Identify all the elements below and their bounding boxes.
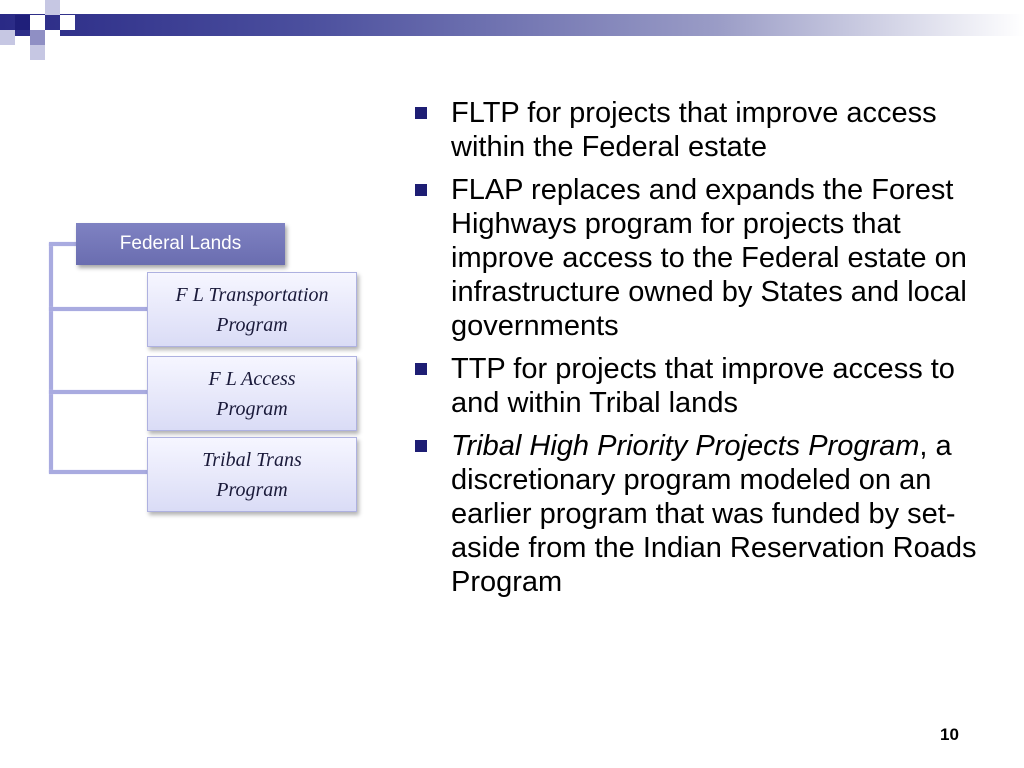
- tree-connector: [49, 470, 148, 474]
- org-child-fl-transportation: [147, 272, 357, 347]
- decor-square: [60, 15, 75, 30]
- bullet-item-fltp: FLTP for projects that improve access within the Federal estate: [410, 96, 980, 164]
- org-child-fl-access: [147, 356, 357, 431]
- tree-connector: [49, 242, 77, 246]
- org-root-label: Federal Lands: [119, 233, 242, 254]
- decor-square: [15, 15, 30, 30]
- bullet-square-icon: [415, 440, 427, 452]
- bullet-square-icon: [415, 107, 427, 119]
- org-child-label: Tribal Trans Program: [202, 448, 302, 501]
- decor-square: [45, 0, 60, 15]
- org-child-tribal-trans: [147, 437, 357, 512]
- org-child-label: F L Transportation Program: [175, 283, 329, 336]
- tree-connector: [49, 307, 148, 311]
- decor-square: [30, 45, 45, 60]
- decor-square: [45, 30, 60, 45]
- bullet-square-icon: [415, 184, 427, 196]
- decor-square: [30, 30, 45, 45]
- bullet-item-ttp: TTP for projects that improve access to and within Tribal lands: [410, 352, 980, 420]
- org-child-label: F L Access Program: [208, 367, 296, 420]
- header-bar: [0, 14, 1024, 36]
- bullet-square-icon: [415, 363, 427, 375]
- bullet-item-thpp: Tribal High Priority Projects Program, a discretionary program modeled on an earlier program that was funded by set-aside from the Indian Reservation Roads Program: [410, 429, 980, 599]
- decor-square: [30, 15, 45, 30]
- tree-connector: [49, 390, 148, 394]
- page-number: 10: [940, 725, 959, 744]
- bullet-list: [410, 96, 980, 608]
- bullet-item-flap: FLAP replaces and expands the Forest Highways program for projects that improve access to the Federal estate on infrastructure owned by States and local governments: [410, 173, 980, 343]
- org-root-federal-lands: [76, 223, 285, 265]
- tree-connector-vertical: [49, 243, 53, 473]
- decor-square: [0, 30, 15, 45]
